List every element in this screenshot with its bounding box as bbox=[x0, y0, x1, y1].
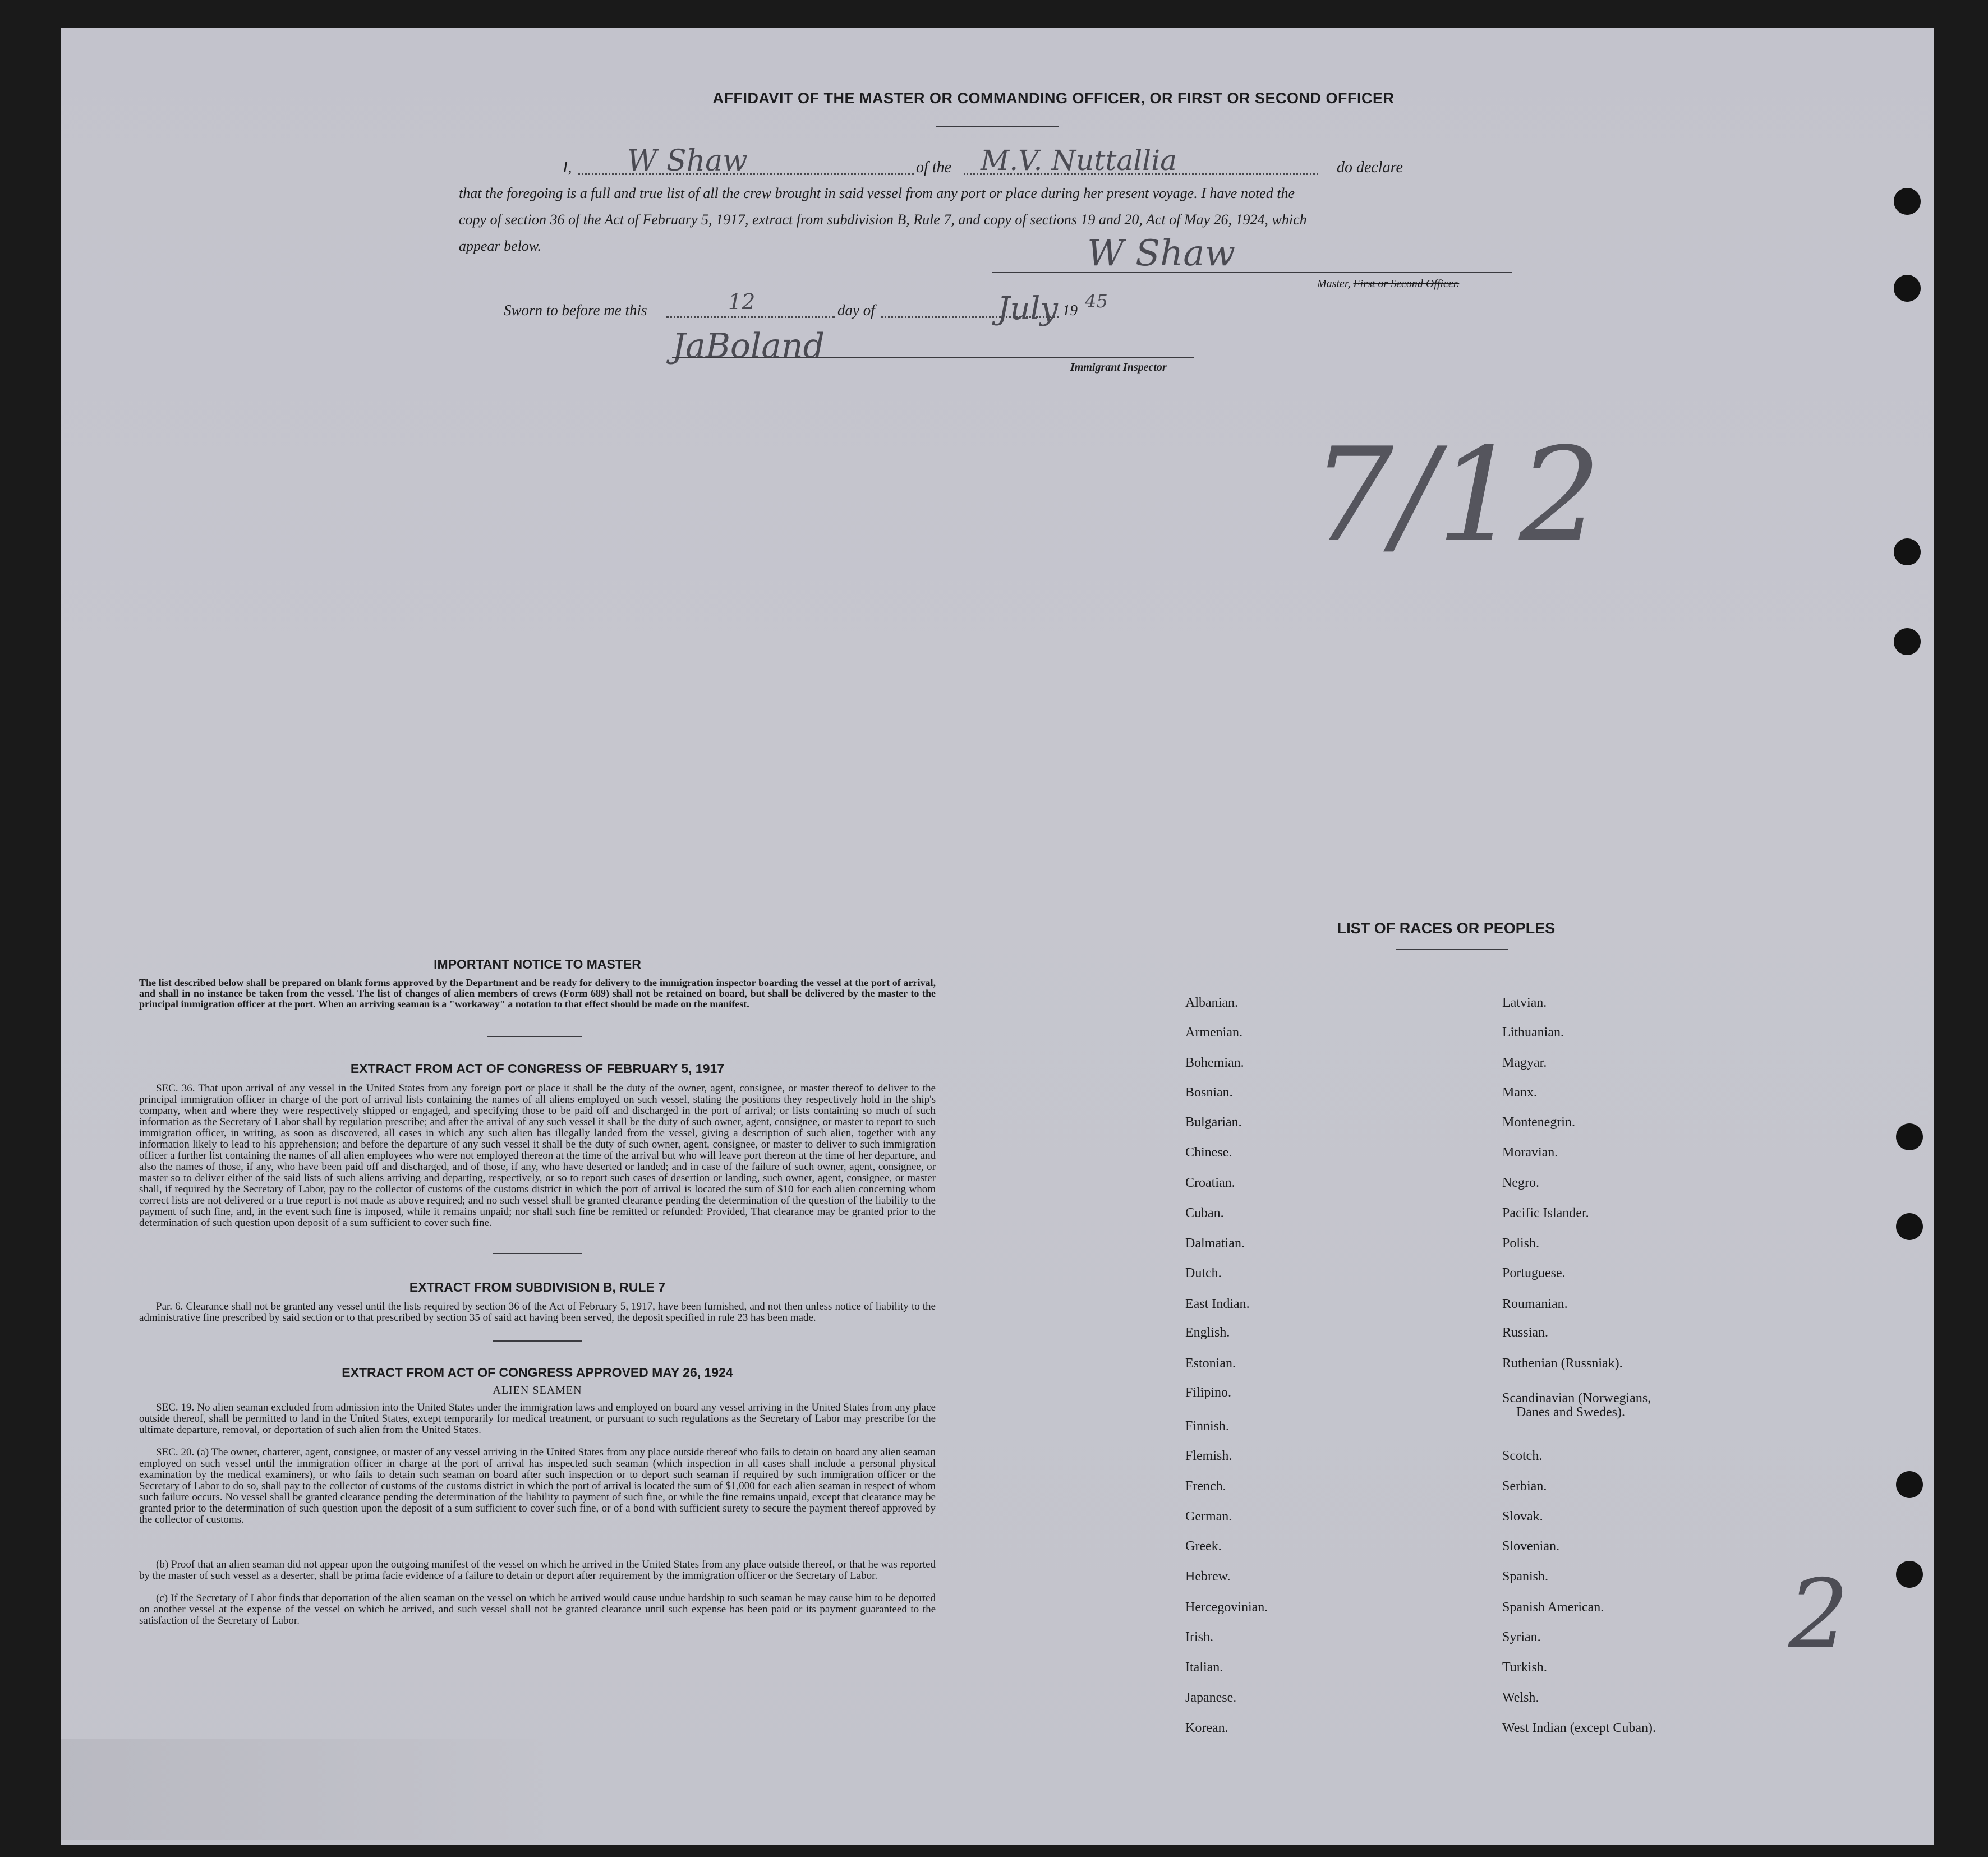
master-signature-line bbox=[992, 272, 1512, 273]
affidavit-line-3: copy of section 36 of the Act of February 5, 1917, extract from subdivision B, Rule 7, and copy of sections 19 and 20, Act of May 26, 1924, which bbox=[459, 211, 1307, 228]
inspector-signature: JaBoland bbox=[672, 326, 825, 366]
race-item: Dutch. bbox=[1185, 1266, 1222, 1280]
punch-hole bbox=[1894, 628, 1921, 655]
races-title: LIST OF RACES OR PEOPLES bbox=[1337, 920, 1556, 937]
affidavit-line-1 bbox=[459, 144, 1581, 182]
race-item: Scandinavian (Norwegians, bbox=[1502, 1391, 1651, 1406]
race-item: Bohemian. bbox=[1185, 1056, 1244, 1070]
notice-title: IMPORTANT NOTICE TO MASTER bbox=[434, 957, 641, 971]
extract-1924-subtitle: ALIEN SEAMEN bbox=[493, 1384, 582, 1397]
punch-hole bbox=[1896, 1471, 1923, 1498]
race-item: Syrian. bbox=[1502, 1630, 1541, 1644]
race-item: Finnish. bbox=[1185, 1419, 1230, 1434]
extract-1917-text: SEC. 36. That upon arrival of any vessel in the United States from any foreign port or place it shall be the duty of the owner, agent, consignee, or master thereof to deliver to the principal immigration officer in charge of the port of arrival lists containing the names of all aliens employed on such vessel, stating the positions they respectively hold in the ship's company, when and where they were respectively shipped or engaged, and specifying those to be paid off and discharged in the port of arrival; or lists containing so much of such information as the Secretary of Labor shall by regulation prescribe; and after the arrival of any such vessel it shall be the duty of such owner, agent, consignee, or master to report to such immigration officer, in writing, as soon as discovered, all cases in which any such alien has illegally landed from the vessel, giving a description of such alien, together with any information likely to lead to his apprehension; and before the departure of any such vessel it shall be the duty of such owner, agent, consignee, or master to deliver to such immigration officer a further list containing the names of all alien employees who were not employed thereon at the time of the arrival but who will leave port thereon at the time of her departure, and also the names of those, if any, who have been paid off and discharged, and of those, if any, who have deserted or landed; and in case of the failure of such owner, agent, consignee, or master so to deliver either of the said lists of such aliens arriving and departing, respectively, or so to report such cases of desertion or landing, such owner, agent, consignee, or master shall, if required by the Secretary of Labor, pay to the collector of customs of the customs district in which the port of arrival is located the sum of $10 for each alien concerning whom correct lists are not delivered or a true report is not made as above required; and no such vessel shall be granted clearance pending the determination of the question of the liability to the payment of such fine, and, in the event such fine is imposed, while it remains unpaid; nor shall such fine be remitted or refunded: Provided, That clearance may be granted prior to the determination of such question upon deposit of a sum sufficient to cover such fine. bbox=[139, 1082, 936, 1229]
punch-hole bbox=[1894, 188, 1921, 215]
race-item: Estonian. bbox=[1185, 1356, 1236, 1371]
race-item: Armenian. bbox=[1185, 1025, 1242, 1040]
race-item: Greek. bbox=[1185, 1539, 1222, 1554]
sworn-day-handwriting: 12 bbox=[728, 289, 756, 314]
race-item: Latvian. bbox=[1502, 996, 1547, 1010]
title-underline bbox=[936, 126, 1059, 127]
race-item: Polish. bbox=[1502, 1236, 1540, 1251]
inspector-signature-line bbox=[672, 357, 1194, 358]
race-item: Albanian. bbox=[1185, 996, 1238, 1010]
rule7-title: EXTRACT FROM SUBDIVISION B, RULE 7 bbox=[409, 1280, 666, 1294]
race-item: Turkish. bbox=[1502, 1660, 1547, 1675]
punch-hole bbox=[1896, 1561, 1923, 1588]
race-item: Magyar. bbox=[1502, 1056, 1547, 1070]
race-item: English. bbox=[1185, 1325, 1230, 1340]
race-item: Montenegrin. bbox=[1502, 1115, 1575, 1130]
race-item: Pacific Islander. bbox=[1502, 1206, 1589, 1220]
race-item: Bulgarian. bbox=[1185, 1115, 1242, 1130]
race-item: Slovenian. bbox=[1502, 1539, 1559, 1554]
bottom-edge-smudge bbox=[61, 1739, 565, 1840]
struck-officer-caption: First or Second Officer. bbox=[1353, 278, 1460, 290]
race-item: Hebrew. bbox=[1185, 1569, 1231, 1584]
race-item: Russian. bbox=[1502, 1325, 1549, 1340]
race-item: Hercegovinian. bbox=[1185, 1600, 1268, 1615]
race-item: Flemish. bbox=[1185, 1449, 1232, 1463]
extract-1917-title: EXTRACT FROM ACT OF CONGRESS OF FEBRUARY 5, 1917 bbox=[350, 1061, 725, 1076]
punch-hole bbox=[1894, 538, 1921, 565]
race-item: Japanese. bbox=[1185, 1690, 1237, 1705]
sec-20b-text: (b) Proof that an alien seaman did not appear upon the outgoing manifest of the vessel on which he arrived in the United States from any place outside thereof, or that he was reported by the master of such vessel as a deserter, shall be prima facie evidence of a failure to detain or deport after requirement by the immigration officer or the Secretary of Labor. bbox=[139, 1559, 936, 1582]
divider-3 bbox=[493, 1340, 582, 1342]
sworn-month-handwriting: July bbox=[997, 291, 1059, 327]
race-item: Moravian. bbox=[1502, 1145, 1558, 1160]
race-item: Portuguese. bbox=[1502, 1266, 1566, 1280]
race-item: Negro. bbox=[1502, 1176, 1539, 1190]
sworn-line bbox=[504, 289, 1289, 331]
punch-hole bbox=[1894, 275, 1921, 302]
race-item: Lithuanian. bbox=[1502, 1025, 1564, 1040]
affidavit-line-2: that the foregoing is a full and true list of all the crew brought in said vessel from any port or place during her present voyage. I have noted the bbox=[459, 185, 1295, 201]
handwritten-page-number: 2 bbox=[1788, 1559, 1849, 1670]
year-label: 19 bbox=[1062, 302, 1078, 319]
master-signature: W Shaw bbox=[1087, 233, 1236, 274]
affidavit-title: AFFIDAVIT OF THE MASTER OR COMMANDING OFFICER, OR FIRST OR SECOND OFFICER bbox=[712, 90, 1395, 107]
notice-text: The list described below shall be prepared on blank forms approved by the Department and be ready for delivery to the immigration inspector boarding the vessel at the port of arrival, and shall in no instance be taken from the vessel. The list of changes of alien members of crews (Form 689) shall not be retained on board, but shall be delivered by the master to the principal immigration officer at the port. When an arriving seaman is a "workaway" a notation to that effect should be made on the manifest. bbox=[139, 977, 936, 1010]
race-item: Spanish American. bbox=[1502, 1600, 1604, 1615]
race-item: Italian. bbox=[1185, 1660, 1223, 1675]
punch-hole bbox=[1896, 1213, 1923, 1240]
race-item: Spanish. bbox=[1502, 1569, 1549, 1584]
race-item: Ruthenian (Russniak). bbox=[1502, 1356, 1623, 1371]
divider-2 bbox=[493, 1253, 582, 1254]
day-of-label: day of bbox=[837, 302, 875, 319]
races-title-underline bbox=[1396, 949, 1508, 950]
race-item: Serbian. bbox=[1502, 1479, 1547, 1494]
master-caption bbox=[1317, 278, 1459, 291]
race-item: Chinese. bbox=[1185, 1145, 1232, 1160]
affidavit-line-4: appear below. bbox=[459, 238, 541, 254]
race-item: Korean. bbox=[1185, 1721, 1228, 1735]
divider-1 bbox=[487, 1036, 582, 1037]
race-item: German. bbox=[1185, 1509, 1232, 1524]
do-declare-label: do declare bbox=[1337, 159, 1403, 176]
rule7-text: Par. 6. Clearance shall not be granted any vessel until the lists required by section 36 of the Act of February 5, 1917, have been furnished, and not then unless notice of liability to the administrative fine prescribed by said section or to that prescribed by section 35 of said act having been served, the deposit specified in rule 23 has been made. bbox=[139, 1301, 936, 1324]
race-item: Filipino. bbox=[1185, 1385, 1232, 1400]
master-caption-label: Master, bbox=[1317, 278, 1351, 290]
race-item: Croatian. bbox=[1185, 1176, 1235, 1190]
race-item: Dalmatian. bbox=[1185, 1236, 1245, 1251]
sec-19-text: SEC. 19. No alien seaman excluded from admission into the United States under the immigration laws and employed on board any vessel arriving in the United States from any place outside thereof, shall be permitted to land in the United States, except temporarily for medical treatment, or pursuant to such regulations as the Secretary of Labor may prescribe for the ultimate departure, removal, or deportation of such alien from the United States. bbox=[139, 1402, 936, 1436]
race-item: Danes and Swedes). bbox=[1516, 1405, 1625, 1420]
race-item: Roumanian. bbox=[1502, 1297, 1568, 1311]
sworn-year-handwriting: 45 bbox=[1085, 291, 1108, 312]
race-item: Slovak. bbox=[1502, 1509, 1543, 1524]
race-item: French. bbox=[1185, 1479, 1226, 1494]
punch-hole bbox=[1896, 1123, 1923, 1150]
sec-20a-text: SEC. 20. (a) The owner, charterer, agent, consignee, or master of any vessel arriving in the United States from any place outside thereof who fails to detain on board any alien seaman employed on such vessel until the immigration officer in charge at the port of arrival has inspected such seaman (which inspection in all cases shall include a personal physical examination by the medical examiners), or who fails to detain such seaman on board after such inspection or to deport such seaman if required by such immigration officer or the Secretary of Labor to do so, shall pay to the collector of customs of the customs district in which the port of arrival is located the sum of $1,000 for each alien seaman in respect of whom such failure occurs. No vessel shall be granted clearance pending the determination of the liability to payment of such fine, or while the fine remains unpaid, except that clearance may be granted prior to the determination of such question upon the deposit of a sum sufficient to cover such fine, or of a bond with sufficient surety to secure the payment thereof approved by the collector of customs. bbox=[139, 1446, 936, 1526]
race-item: West Indian (except Cuban). bbox=[1502, 1721, 1656, 1735]
vessel-name-handwriting: M.V. Nuttallia bbox=[981, 144, 1177, 177]
master-name-handwriting: W Shaw bbox=[627, 144, 748, 178]
of-the-label: of the bbox=[916, 159, 951, 176]
race-item: Bosnian. bbox=[1185, 1085, 1233, 1100]
i-label: I, bbox=[563, 159, 572, 176]
document-sheet bbox=[61, 28, 1934, 1845]
race-item: Manx. bbox=[1502, 1085, 1537, 1100]
race-item: Cuban. bbox=[1185, 1206, 1224, 1220]
handwritten-date: 7/12 bbox=[1311, 421, 1602, 570]
inspector-caption: Immigrant Inspector bbox=[1070, 361, 1167, 374]
sworn-label: Sworn to before me this bbox=[504, 302, 647, 319]
race-item: East Indian. bbox=[1185, 1297, 1250, 1311]
race-item: Scotch. bbox=[1502, 1449, 1543, 1463]
race-item: Irish. bbox=[1185, 1630, 1213, 1644]
race-item: Welsh. bbox=[1502, 1690, 1539, 1705]
extract-1924-title: EXTRACT FROM ACT OF CONGRESS APPROVED MAY 26, 1924 bbox=[342, 1365, 733, 1380]
sec-20c-text: (c) If the Secretary of Labor finds that deportation of the alien seaman on the vessel on which he arrived would cause undue hardship to such seaman he may cause him to be deported on another vessel at the expense of the vessel on which he arrived, and such vessel shall not be granted clearance until such expense has been paid or its payment guaranteed to the satisfaction of the Secretary of Labor. bbox=[139, 1592, 936, 1626]
